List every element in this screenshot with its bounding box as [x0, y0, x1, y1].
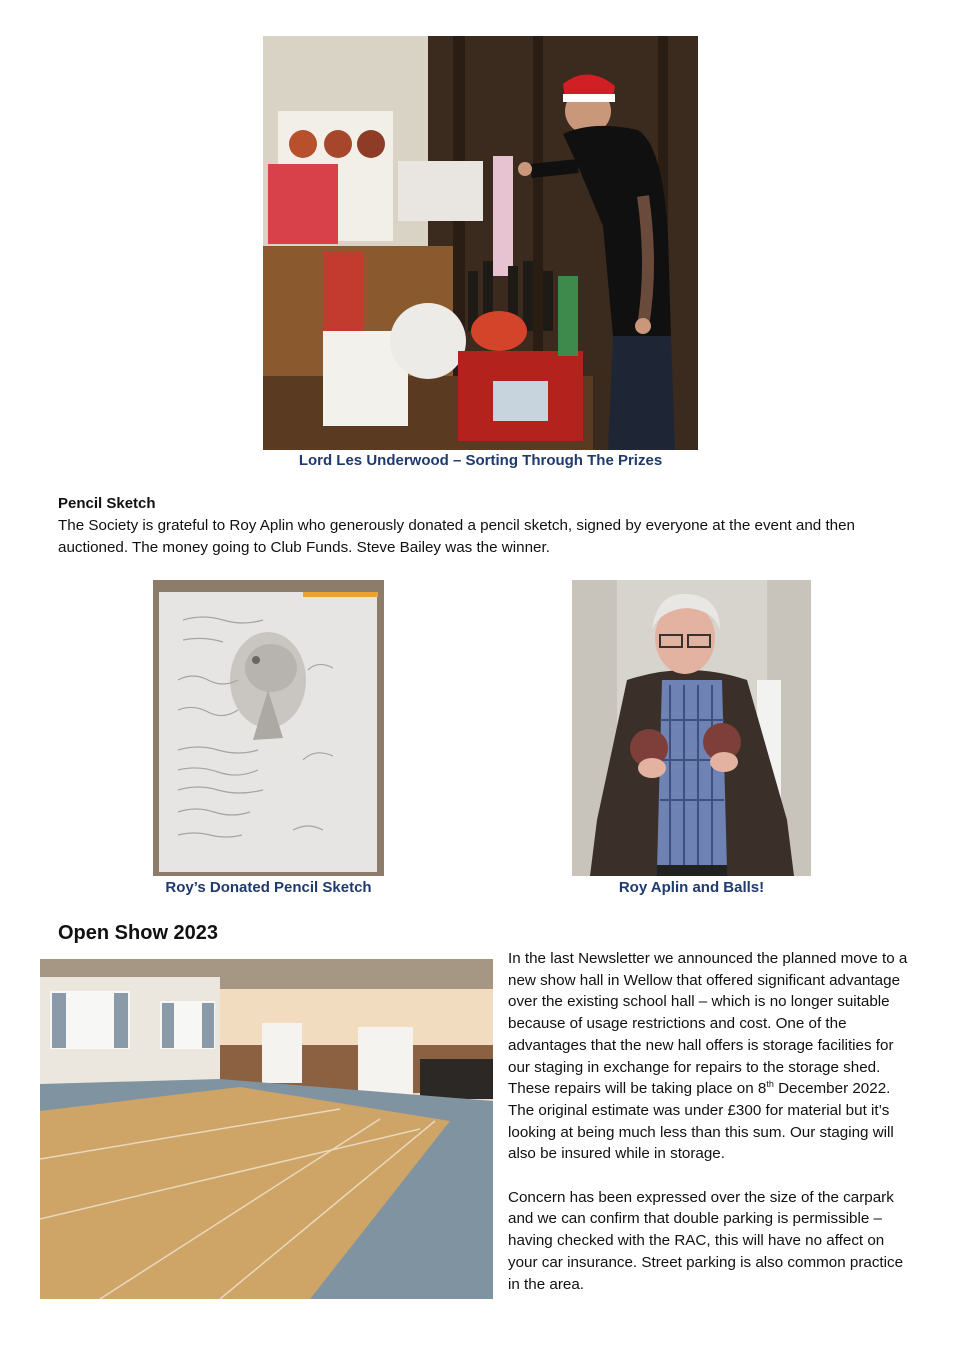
open-show-paragraph-2: Concern has been expressed over the size of the carpark and we can confirm that double parking is permissible – having checked with the RAC, this will have no affect on your car insurance. Street parking is also common practice in the area.: [508, 1188, 904, 1293]
pencil-sketch-heading: Pencil Sketch: [58, 495, 156, 512]
prizes-photo-caption: Lord Les Underwood – Sorting Through The Prizes: [298, 452, 663, 469]
show-hall-photo: [40, 959, 493, 1299]
pencil-sketch-paragraph: The Society is grateful to Roy Aplin who generously donated a pencil sketch, signed by everyone at the event and then auctioned. The money going to Club Funds. Steve Bailey was the winner.: [58, 517, 856, 556]
open-show-paragraph-1: In the last Newsletter we announced the planned move to a new show hall in Wellow that offered significant advantage over the existing school hall – which is no longer suitable because of usage restrictions and cost. One of the advantages that the new hall offers is storage facilities for our staging in exchange for repairs to the storage shed. These repairs will be taking place on 8th December 2022. The original estimate was under £300 for material but it’s looking at being much less than this sum. Our staging will also be insured while in storage.: [508, 950, 908, 1163]
open-show-text: [508, 948, 910, 1317]
open-show-heading: Open Show 2023: [58, 922, 219, 944]
pencil-sketch-caption: Roy’s Donated Pencil Sketch: [165, 879, 372, 896]
roy-aplin-photo: [572, 580, 811, 876]
prizes-photo: [263, 36, 698, 450]
roy-aplin-caption: Roy Aplin and Balls!: [618, 879, 765, 896]
pencil-sketch-photo: [153, 580, 384, 876]
